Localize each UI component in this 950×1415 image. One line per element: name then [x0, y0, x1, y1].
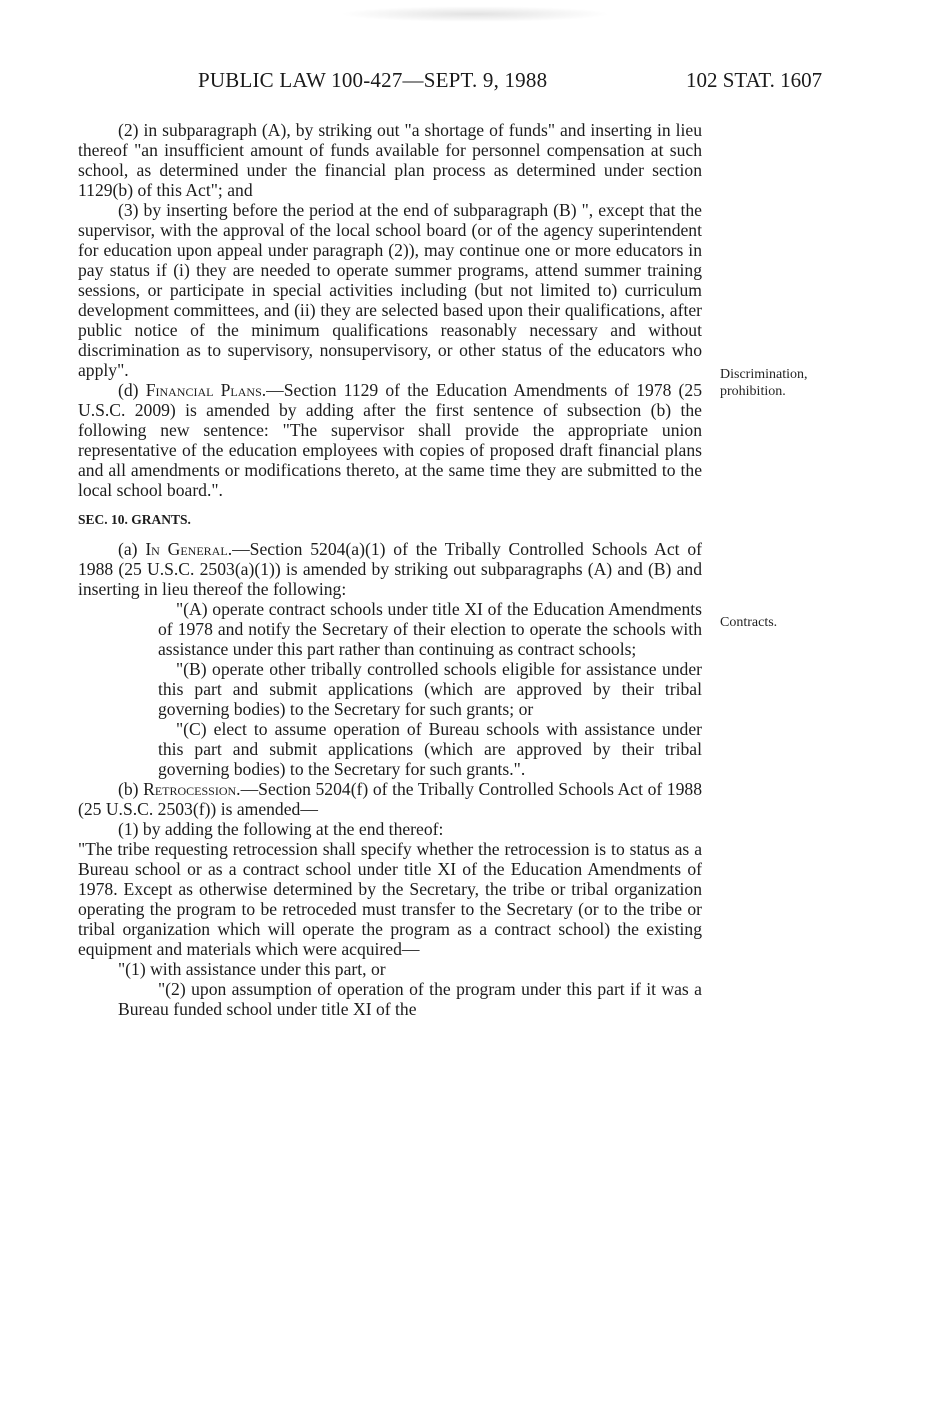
subsection-d [78, 380, 702, 500]
scan-smudge [340, 6, 610, 22]
margin-note-line: prohibition. [720, 384, 786, 399]
paragraph-3: (3) by inserting before the period at the end of subparagraph (B) ", except that the supervisor, with the approval of the local school board (or of the agency superintendent for education upon appeal under paragraph (2)), may continue one or more educators in pay status if (i) they are needed to operate summer programs, attend summer training sessions, or participate in special activities including (but not limited to) curriculum development committees, and (ii) they are selected based upon their qualifications, after public notice of the minimum qualifications reasonably necessary and without discrimination as to supervisory, nonsupervisory, or other status of the educators who apply". [78, 200, 702, 380]
section-heading: SEC. 10. GRANTS. [78, 512, 191, 527]
public-law-header: PUBLIC LAW 100-427—SEPT. 9, 1988 [198, 68, 548, 92]
subsection-title: In General [145, 539, 228, 559]
margin-note-contracts: Contracts. [720, 615, 778, 630]
margin-note-line: Discrimination, [720, 367, 808, 382]
quoted-retrocession-text: "The tribe requesting retrocession shall specify whether the retrocession is to status as a Bureau school or as a contract school under title XI of the Education Amendments of 1978. Except as otherwise determined by the Secretary, the tribe or tribal organization operating the program to be retroceded must transfer to the Secretary (or to the tribe or tribal organization which will operate the program as a contract school) the existing equipment and materials which were acquired— [78, 839, 702, 959]
subsection-text: .—Section 5204(f) of the Tribally Controlled Schools Act of 1988 (25 U.S.C. 2503(f)) is amended— [78, 779, 702, 819]
quoted-subparagraph-a: "(A) operate contract schools under title XI of the Education Amendments of 1978 and notify the Secretary of their election to operate the schools with assistance under this part rather than continuing as contract schools; [158, 599, 702, 659]
quoted-paragraph-1: "(1) with assistance under this part, or [118, 959, 386, 979]
subsection-label: (d) [118, 380, 146, 400]
subsection-label: (b) [118, 779, 144, 799]
subsection-text: .—Section 5204(a)(1) of the Tribally Controlled Schools Act of 1988 (25 U.S.C. 2503(a)(1)) is amended by striking out subparagraphs (A) and (B) and inserting in lieu thereof the following: [78, 539, 702, 599]
subsection-title: Financial Plans [145, 380, 262, 400]
subsection-title: Retrocession [143, 779, 237, 799]
subsection-a [78, 539, 702, 599]
document-body [78, 120, 702, 1019]
subsection-b [78, 779, 702, 819]
quoted-subparagraph-b: "(B) operate other tribally controlled schools eligible for assistance under this part and submit applications (which are approved by their tribal governing bodies) to the Secretary for such grants; or [158, 659, 702, 719]
statute-page-number: 102 STAT. 1607 [686, 68, 823, 92]
subsection-label: (a) [118, 539, 146, 559]
paragraph-2: (2) in subparagraph (A), by striking out "a shortage of funds" and inserting in lieu thereof "an insufficient amount of funds available for personnel compensation at such school, as determined under the financial plan process as determined under section 1129(b) of this Act"; and [78, 120, 702, 200]
paragraph-1-amendment: (1) by adding the following at the end thereof: [118, 819, 444, 839]
margin-note-discrimination [720, 366, 808, 400]
subsection-text: .—Section 1129 of the Education Amendments of 1978 (25 U.S.C. 2009) is amended by adding after the first sentence of subsection (b) the following new sentence: "The supervisor shall provide the appropriate union representative of the education employees with copies of proposed draft financial plans and all amendments or modifications thereto, at the same time they are submitted to the local school board.". [78, 380, 702, 500]
quoted-subparagraph-c: "(C) elect to assume operation of Bureau schools with assistance under this part and submit applications (which are approved by their tribal governing bodies) to the Secretary for such grants.". [158, 719, 702, 779]
quoted-paragraph-2: "(2) upon assumption of operation of the program under this part if it was a Bureau funded school under title XI of the [118, 979, 702, 1019]
